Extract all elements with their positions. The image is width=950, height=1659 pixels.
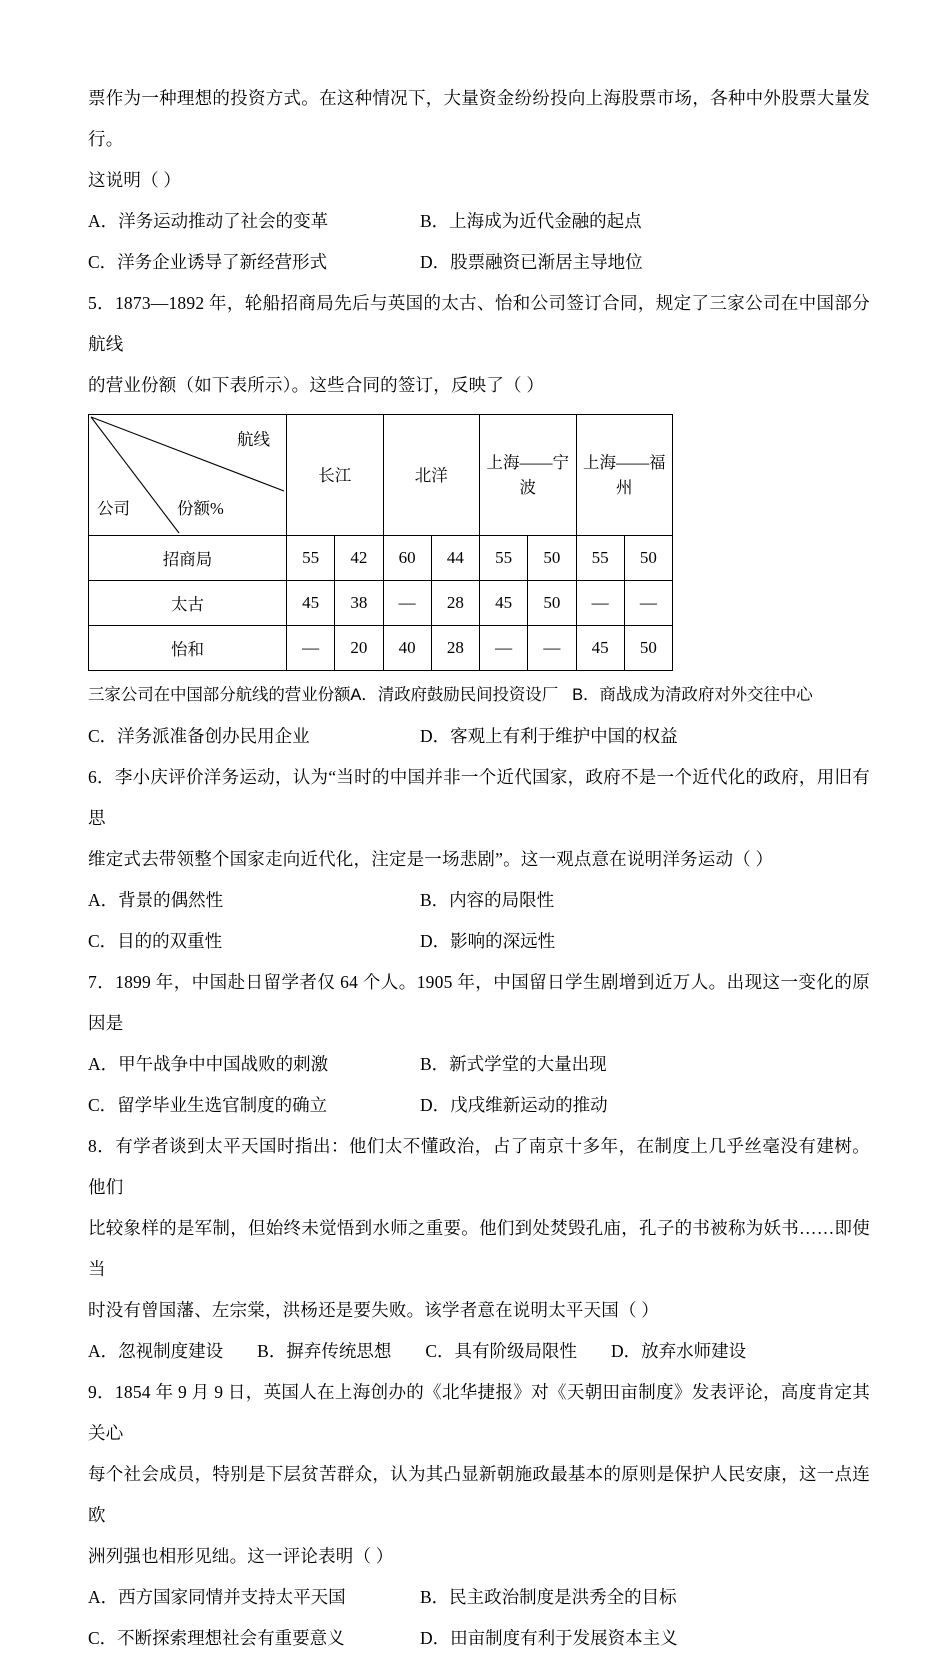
corner-label-company: 公司 xyxy=(97,499,130,518)
question-9-options-row-1 xyxy=(88,1577,870,1618)
question-5-stem-line-2: 的营业份额（如下表所示）。这些合同的签订，反映了（ ） xyxy=(88,375,545,395)
option-d: D．戊戌维新运动的推动 xyxy=(420,1095,608,1115)
cell-value: — xyxy=(624,581,672,626)
row-header-zhaoshangju: 招商局 xyxy=(89,536,287,581)
cell-value: — xyxy=(480,626,528,671)
option-c: C．洋务企业诱导了新经营形式 xyxy=(88,252,328,272)
option-a: A．西方国家同情并支持太平天国 xyxy=(88,1587,346,1607)
option-d: D．放弃水师建设 xyxy=(610,1341,747,1361)
cell-value: 28 xyxy=(431,626,479,671)
column-header-shanghai-ningbo: 上海——宁波 xyxy=(480,415,577,536)
cell-value: — xyxy=(528,626,576,671)
row-header-yihe: 怡和 xyxy=(89,626,287,671)
option-c: C．洋务派准备创办民用企业 xyxy=(88,726,310,746)
option-b: B．摒弃传统思想 xyxy=(257,1341,392,1361)
option-d: D．股票融资已渐居主导地位 xyxy=(420,252,643,272)
shipping-share-table xyxy=(88,414,673,671)
table-row xyxy=(89,626,673,671)
question-5-caption-and-options-ab xyxy=(88,675,870,716)
continued-prompt: 这说明（ ） xyxy=(88,170,182,190)
option-a: A．清政府鼓励民间投资设厂 xyxy=(350,686,559,704)
option-d: D．田亩制度有利于发展资本主义 xyxy=(420,1628,678,1648)
question-6-options-row-2 xyxy=(88,921,870,962)
option-b: B．新式学堂的大量出现 xyxy=(420,1054,607,1074)
cell-value: 50 xyxy=(624,536,672,581)
option-c: C．具有阶级局限性 xyxy=(425,1341,577,1361)
question-8-stem-line-2: 比较象样的是军制，但始终未觉悟到水师之重要。他们到处焚毁孔庙，孔子的书被称为妖书……即使当 xyxy=(88,1218,870,1279)
cell-value: 44 xyxy=(431,536,479,581)
option-a: A．忽视制度建设 xyxy=(88,1341,224,1361)
option-b: B．商战成为清政府对外交往中心 xyxy=(572,686,813,704)
option-b: B．上海成为近代金融的起点 xyxy=(420,211,642,231)
question-7-stem-line-1: 7．1899 年，中国赴日留学者仅 64 个人。1905 年，中国留日学生剧增到近万人。出现这一变化的原因是 xyxy=(88,972,870,1033)
cell-value: 60 xyxy=(383,536,431,581)
cell-value: 50 xyxy=(528,536,576,581)
question-9-options-row-2 xyxy=(88,1618,870,1659)
question-7-options-row-1 xyxy=(88,1044,870,1085)
question-9-stem-line-2: 每个社会成员，特别是下层贫苦群众，认为其凸显新朝施政最基本的原则是保护人民安康，这一点连欧 xyxy=(88,1464,870,1525)
cell-value: 45 xyxy=(287,581,335,626)
question-5-options-row-2 xyxy=(88,716,870,757)
table-header-row xyxy=(89,415,673,536)
column-header-beiyang: 北洋 xyxy=(383,415,480,536)
table-row xyxy=(89,581,673,626)
cell-value: 40 xyxy=(383,626,431,671)
question-6-stem-line-2: 维定式去带领整个国家走向近代化，注定是一场悲剧”。这一观点意在说明洋务运动（ ） xyxy=(88,849,774,869)
option-c: C．留学毕业生选官制度的确立 xyxy=(88,1095,328,1115)
cell-value: — xyxy=(383,581,431,626)
table-row xyxy=(89,536,673,581)
option-a: A．洋务运动推动了社会的变革 xyxy=(88,211,329,231)
option-c: C．目的的双重性 xyxy=(88,931,223,951)
cell-value: — xyxy=(287,626,335,671)
question-6-options-row-1 xyxy=(88,880,870,921)
cell-value: 42 xyxy=(335,536,383,581)
cell-value: 50 xyxy=(528,581,576,626)
cell-value: 28 xyxy=(431,581,479,626)
cell-value: 45 xyxy=(576,626,624,671)
continued-paragraph: 票作为一种理想的投资方式。在这种情况下，大量资金纷纷投向上海股票市场，各种中外股票大量发行。 xyxy=(88,88,870,149)
column-header-shanghai-fuzhou: 上海——福州 xyxy=(576,415,673,536)
question-6-stem-line-1: 6．李小庆评价洋务运动，认为“当时的中国并非一个近代国家，政府不是一个近代化的政府，用旧有思 xyxy=(88,767,870,828)
table-corner-cell xyxy=(89,415,287,536)
question-9-stem-line-3: 洲列强也相形见绌。这一评论表明（ ） xyxy=(88,1546,394,1566)
option-c: C．不断探索理想社会有重要意义 xyxy=(88,1628,345,1648)
table-caption: 三家公司在中国部分航线的营业份额 xyxy=(88,686,351,704)
cell-value: 45 xyxy=(480,581,528,626)
question-8-options-row xyxy=(88,1331,870,1372)
question-4-options-row-1 xyxy=(88,201,870,242)
row-header-taigu: 太古 xyxy=(89,581,287,626)
cell-value: 55 xyxy=(576,536,624,581)
option-b: B．内容的局限性 xyxy=(420,890,555,910)
option-a: A．背景的偶然性 xyxy=(88,890,224,910)
question-4-options-row-2 xyxy=(88,242,870,283)
question-5-stem-line-1: 5．1873—1892 年，轮船招商局先后与英国的太古、怡和公司签订合同，规定了三家公司在中国部分航线 xyxy=(88,293,870,354)
corner-label-share: 份额% xyxy=(177,499,224,518)
shipping-share-table-wrapper xyxy=(88,414,870,671)
option-a: A．甲午战争中中国战败的刺激 xyxy=(88,1054,329,1074)
question-7-options-row-2 xyxy=(88,1085,870,1126)
question-8-stem-line-1: 8．有学者谈到太平天国时指出：他们太不懂政治，占了南京十多年，在制度上几乎丝毫没有建树。他们 xyxy=(88,1136,870,1197)
column-header-changjiang: 长江 xyxy=(287,415,384,536)
question-8-stem-line-3: 时没有曾国藩、左宗棠，洪杨还是要失败。该学者意在说明太平天国（ ） xyxy=(88,1300,659,1320)
corner-label-route: 航线 xyxy=(237,430,270,449)
option-d: D．影响的深远性 xyxy=(420,931,556,951)
cell-value: 20 xyxy=(335,626,383,671)
cell-value: 55 xyxy=(480,536,528,581)
cell-value: 55 xyxy=(287,536,335,581)
question-9-stem-line-1: 9．1854 年 9 月 9 日，英国人在上海创办的《北华捷报》对《天朝田亩制度》发表评论，高度肯定其关心 xyxy=(88,1382,870,1443)
option-b: B．民主政治制度是洪秀全的目标 xyxy=(420,1587,677,1607)
cell-value: — xyxy=(576,581,624,626)
cell-value: 50 xyxy=(624,626,672,671)
cell-value: 38 xyxy=(335,581,383,626)
option-d: D．客观上有利于维护中国的权益 xyxy=(420,726,678,746)
